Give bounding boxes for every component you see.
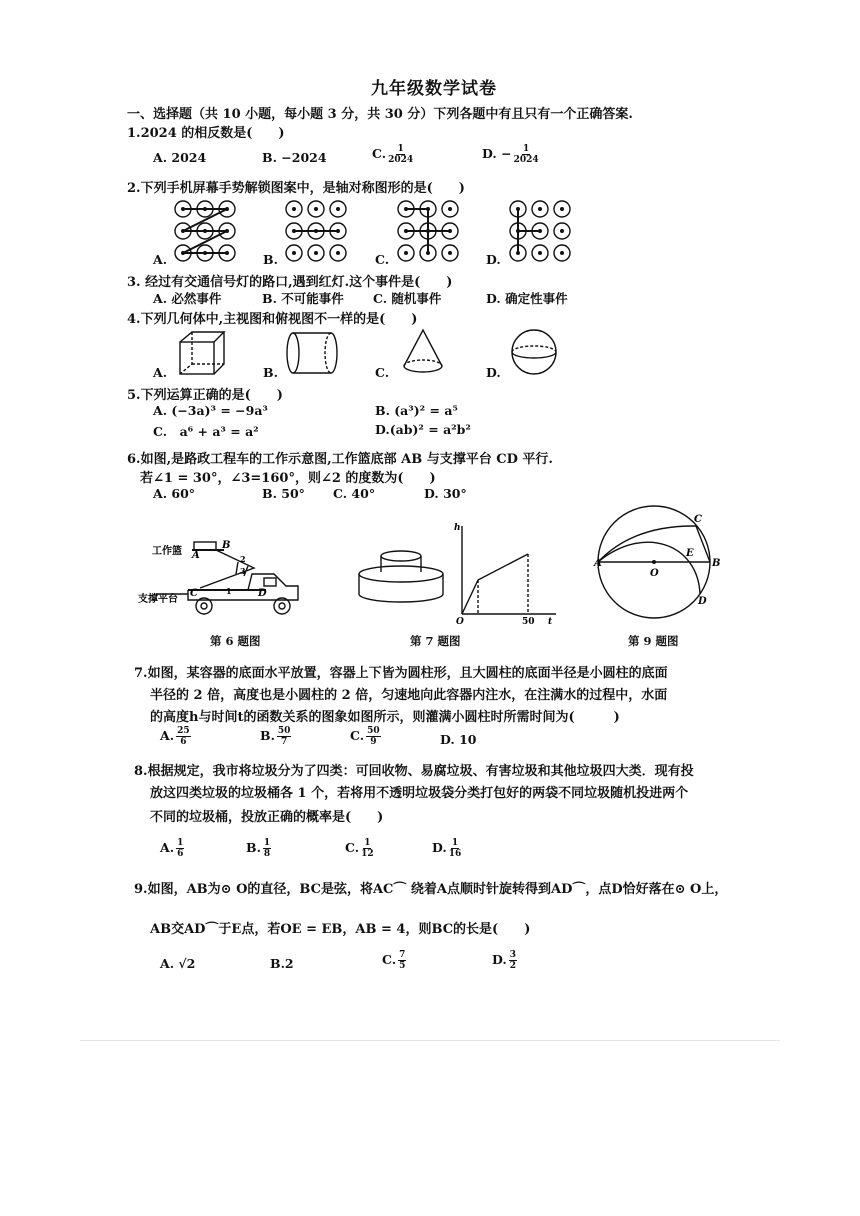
q7-option-a[interactable] [160,726,191,747]
q1-d-den: 2024 [513,155,539,165]
q9-c-den: 5 [399,961,406,971]
q5-option-d[interactable]: D.(ab)² = a²b² [375,422,471,437]
q5-option-b[interactable]: B. (a³)² = a⁵ [375,403,458,418]
q2-option-a[interactable]: A. [153,252,168,267]
q4-option-b[interactable]: B. [263,365,278,380]
fig6-label-basket: 工作篮 [152,546,182,557]
q7-option-c[interactable] [350,726,381,747]
q4-cube-figure [178,330,228,376]
fig7-tick-50: 50 [522,617,535,627]
fig9-label-c: C [694,514,702,525]
q3-option-a[interactable]: A. 必然事件 [153,291,222,306]
q6-stem: 6.如图,是路政工程车的工作示意图,工作篮底部 AB 与支撑平台 CD 平行. [127,452,553,467]
q9-d-num: 3 [509,950,517,960]
q8-d-prefix: D. [432,840,447,855]
fig6-label-b: B [222,540,231,551]
q1-option-c[interactable] [372,144,413,165]
q8-a-prefix: A. [160,840,175,855]
section-heading: 一、选择题（共 10 小题，每小题 3 分，共 30 分）下列各题中有且只有一个正确答案. [127,107,633,122]
fig9-label-o: O [650,568,659,579]
q2-unlock-pattern-b [284,199,348,263]
q7-c-num: 50 [367,726,380,736]
q6-option-d[interactable]: D. 30° [424,486,467,501]
q8-d-num: 1 [451,838,459,848]
q7-line-2: 半径的 2 倍，高度也是小圆柱的 2 倍，匀速地向此容器内注水，在注满水的过程中，水面 [150,688,668,703]
fig9-label-a: A [594,558,602,569]
q9-line-2: AB交AD⌒于E点，若OE = EB，AB = 4，则BC的长是( ) [150,922,531,937]
q1-c-prefix: C. [372,146,387,161]
fig6-label-c: C [190,588,198,599]
q7-b-fraction [277,726,292,747]
q2-option-c[interactable]: C. [375,252,390,267]
q9-c-prefix: C. [382,952,397,967]
q3-stem: 3. 经过有交通信号灯的路口,遇到红灯.这个事件是( ) [127,275,453,290]
q8-b-fraction [263,838,271,859]
q4-cone-figure [401,328,445,376]
fig7-axis-h: h [454,523,461,533]
q4-stem: 4.下列几何体中,主视图和俯视图不一样的是( ) [127,312,418,327]
q7-a-prefix: A. [160,728,175,743]
q8-c-den: 12 [361,849,374,859]
q5-option-a[interactable]: A. (−3a)³ = −9a³ [153,403,268,418]
q7-line-3: 的高度h与时间t的函数关系的图象如图所示，则灌满小圆柱时所需时间为( ) [150,710,620,725]
fig6-truck-diagram [136,530,316,622]
q8-c-prefix: C. [345,840,360,855]
q9-line-1: 9.如图，AB为⊙ O的直径，BC是弦，将AC⌒ 绕着A点顺时针旋转得到AD⌒，点D恰好落在⊙ O上， [134,882,728,897]
q1-option-d[interactable] [482,144,539,165]
fig6-label-a: A [192,550,200,561]
q2-stem: 2.下列手机屏幕手势解锁图案中，是轴对称图形的是( ) [127,181,465,196]
q9-option-d[interactable] [492,950,517,971]
fig6-angle-1: 1 [226,586,232,596]
fig6-label-d: D [258,588,267,599]
q1-d-prefix: D. − [482,146,512,161]
fig7-container-figure [356,550,446,606]
q7-option-d[interactable]: D. 10 [440,732,477,747]
q3-option-d[interactable]: D. 确定性事件 [486,291,568,306]
q8-line-3: 不同的垃圾桶，投放正确的概率是( ) [150,810,384,825]
q8-b-num: 1 [263,838,271,848]
q8-c-fraction [361,838,374,859]
q3-option-b[interactable]: B. 不可能事件 [262,291,344,306]
q7-a-num: 25 [177,726,190,736]
page-title: 九年级数学试卷 [371,79,497,99]
q9-c-num: 7 [399,950,406,960]
q6-stem-2: 若∠1 = 30°，∠3=160°，则∠2 的度数为( ) [140,471,436,486]
q7-line-1: 7.如图，某容器的底面水平放置，容器上下皆为圆柱形，且大圆柱的底面半径是小圆柱的底面 [134,666,668,681]
fig9-label-e: E [686,548,694,559]
page-divider [80,1040,780,1041]
q8-a-fraction [176,838,184,859]
fig9-label-b: B [712,558,721,569]
fig7-water-height-graph [452,520,562,626]
q7-c-prefix: C. [350,728,365,743]
q7-a-fraction [176,726,191,747]
q6-option-a[interactable]: A. 60° [153,486,196,501]
q4-option-c[interactable]: C. [375,365,390,380]
q9-d-fraction [509,950,517,971]
q1-option-a[interactable]: A. 2024 [153,150,207,165]
fig9-caption: 第 9 题图 [628,634,679,648]
q2-unlock-pattern-c [396,199,460,263]
fig7-axis-t: t [548,617,553,627]
fig9-circle-diagram [594,504,724,628]
fig6-angle-3: 3 [240,566,246,576]
q4-sphere-figure [510,328,558,376]
fig7-origin: O [456,617,464,627]
q4-option-d[interactable]: D. [486,365,501,380]
q8-d-den: 16 [448,849,462,859]
q8-line-2: 放这四类垃圾的垃圾桶各 1 个，若将用不透明垃圾袋分类打包好的两袋不同垃圾随机投进两个 [150,786,689,801]
q8-option-c[interactable] [345,838,374,859]
q1-d-num: 1 [522,144,530,154]
q9-c-fraction [398,950,406,971]
q2-unlock-pattern-a [173,199,237,263]
q2-option-d[interactable]: D. [486,252,501,267]
fig6-caption: 第 6 题图 [210,634,261,648]
q8-d-fraction [449,838,462,859]
q9-option-b[interactable]: B.2 [270,956,294,971]
q7-option-b[interactable] [260,726,291,747]
q9-option-c[interactable] [382,950,406,971]
q7-b-den: 7 [281,737,288,747]
fig7-caption: 第 7 题图 [410,634,461,648]
q7-b-prefix: B. [260,728,275,743]
q4-option-a[interactable]: A. [153,365,168,380]
q2-option-b[interactable]: B. [263,252,278,267]
q8-a-den: 6 [177,849,184,859]
q2-unlock-pattern-d [508,199,572,263]
q3-option-c[interactable]: C. 随机事件 [373,291,442,306]
q7-c-den: 9 [370,737,377,747]
q9-option-a[interactable]: A. √2 [160,956,196,971]
q8-a-num: 1 [177,838,184,848]
q9-d-den: 2 [509,961,517,971]
q9-d-prefix: D. [492,952,507,967]
q8-line-1: 8.根据规定，我市将垃圾分为了四类：可回收物、易腐垃圾、有害垃圾和其他垃圾四大类．现有投 [134,764,694,779]
q1-option-b[interactable]: B. −2024 [262,150,327,165]
q1-c-fraction [388,144,413,165]
q7-a-den: 6 [180,737,187,747]
q8-c-num: 1 [364,838,371,848]
q4-cylinder-figure [285,331,341,375]
fig9-label-d: D [698,596,707,607]
q6-option-c[interactable]: C. 40° [333,486,376,501]
q1-d-fraction [514,144,539,165]
q7-b-num: 50 [277,726,291,736]
q8-option-b[interactable] [246,838,271,859]
q6-option-b[interactable]: B. 50° [262,486,305,501]
q5-stem: 5.下列运算正确的是( ) [127,388,283,403]
fig6-label-platform: 支撑平台 [138,594,178,605]
q5-option-c[interactable]: C. a⁶ + a³ = a² [153,424,259,439]
q1-c-num: 1 [397,144,404,154]
q1-c-den: 2024 [388,155,414,165]
q7-c-fraction [366,726,381,747]
q1-stem: 1.2024 的相反数是( ) [127,126,285,141]
q8-b-den: 8 [263,849,271,859]
q8-option-a[interactable] [160,838,184,859]
fig6-angle-2: 2 [240,554,246,564]
q8-option-d[interactable] [432,838,461,859]
q8-b-prefix: B. [246,840,261,855]
